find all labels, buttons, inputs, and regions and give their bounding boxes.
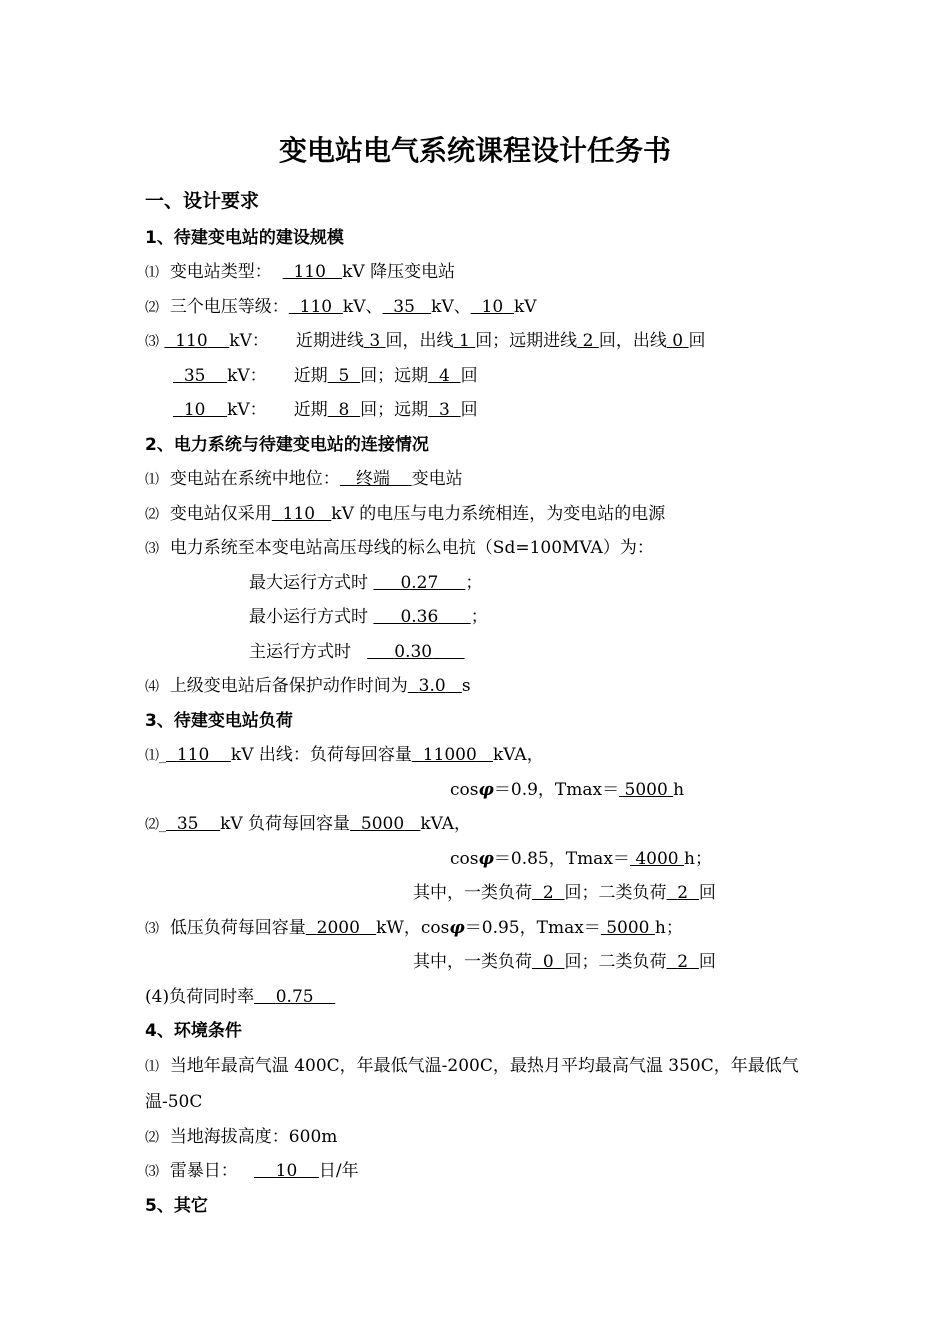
temperature-line-continued: 温-50C	[145, 1092, 203, 1112]
load-35kv-line: ⑵_ 35 kV 负荷每回容量 5000 kVA，	[145, 814, 472, 834]
low-voltage-load-line: ⑶ 低压负荷每回容量 2000 kW，cosφ＝0.95，Tmax＝ 5000 h；	[145, 918, 683, 938]
backup-protection-line: ⑷ 上级变电站后备保护动作时间为 3.0 s	[145, 676, 471, 696]
subsection-heading-environment: 4、环境条件	[145, 1021, 242, 1041]
max-mode-line: 最大运行方式时 0.27 ；	[249, 573, 483, 593]
load-35kv-classes: 其中，一类负荷 2 回；二类负荷 2 回	[413, 883, 716, 903]
subsection-heading-other: 5、其它	[145, 1196, 208, 1216]
subsection-heading-connection: 2、电力系统与待建变电站的连接情况	[145, 435, 429, 455]
substation-type-line: ⑴ 变电站类型： 110 kV 降压变电站	[145, 262, 456, 282]
main-mode-line: 主运行方式时 0.30	[249, 642, 433, 662]
document-title: 变电站电气系统课程设计任务书	[278, 134, 671, 167]
load-110kv-line: ⑴_ 110 kV 出线：负荷每回容量 11000 kVA，	[145, 745, 544, 765]
load-110kv-power-factor: cosφ＝0.9，Tmax＝ 5000 h	[450, 780, 685, 800]
system-position-line: ⑴ 变电站在系统中地位： 终端 变电站	[145, 469, 463, 489]
low-voltage-load-classes: 其中，一类负荷 0 回；二类负荷 2 回	[413, 952, 716, 972]
thunderstorm-days-line: ⑶ 雷暴日： 10 日/年	[145, 1161, 359, 1181]
min-mode-line: 最小运行方式时 0.36 ；	[249, 607, 488, 627]
load-35kv-power-factor: cosφ＝0.85，Tmax＝ 4000 h；	[450, 849, 712, 869]
voltage-levels-line: ⑵ 三个电压等级： 110 kV、 35 kV、 10 kV	[145, 297, 537, 317]
lines-110kv: ⑶ 110 kV： 近期进线 3 回，出线 1 回；远期进线 2 回，出线 0 回	[145, 331, 706, 351]
temperature-line: ⑴ 当地年最高气温 400C，年最低气温-200C，最热月平均最高气温 350C，年最低气	[145, 1056, 799, 1076]
lines-35kv: 35 kV： 近期 5 回；远期 4 回	[183, 366, 478, 386]
reactance-intro-line: ⑶ 电力系统至本变电站高压母线的标么电抗（Sd=100MVA）为：	[145, 538, 654, 558]
subsection-heading-load: 3、待建变电站负荷	[145, 711, 293, 731]
subsection-heading-scale: 1、待建变电站的建设规模	[145, 228, 344, 248]
section-heading-design-requirements: 一、设计要求	[145, 190, 260, 212]
altitude-line: ⑵ 当地海拔高度：600m	[145, 1127, 338, 1147]
simultaneity-factor-line: (4)负荷同时率 0.75	[145, 987, 314, 1007]
lines-10kv: 10 kV： 近期 8 回；远期 3 回	[183, 400, 478, 420]
supply-voltage-line: ⑵ 变电站仅采用 110 kV 的电压与电力系统相连，为变电站的电源	[145, 504, 666, 524]
